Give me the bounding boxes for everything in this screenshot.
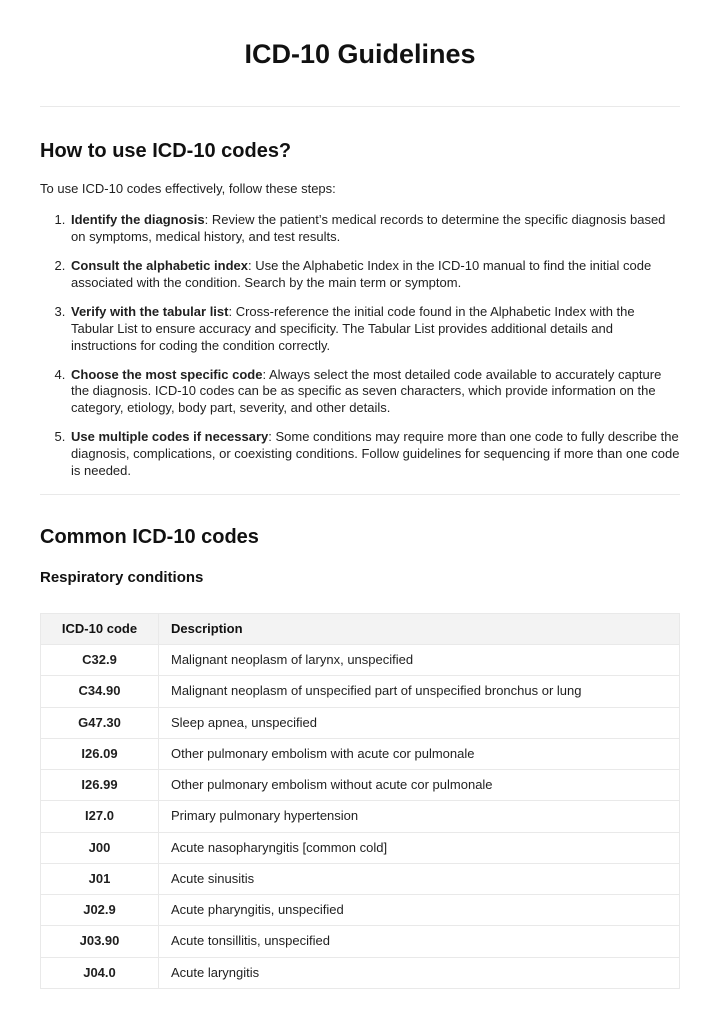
list-item — [69, 212, 680, 246]
step-term: Use multiple codes if necessary — [71, 429, 269, 445]
divider — [40, 106, 680, 107]
icd-codes-table — [40, 613, 680, 989]
steps-list — [40, 212, 680, 480]
page-title: ICD-10 Guidelines — [244, 39, 476, 69]
table-row — [41, 832, 680, 863]
code-cell: J01 — [41, 863, 159, 894]
description-cell: Sleep apnea, unspecified — [159, 707, 680, 738]
table-header — [41, 613, 680, 644]
description-cell: Acute laryngitis — [159, 957, 680, 988]
step-text: : Always select the most detailed code available to accurately capture the diagnosis. ICD-10 codes can be as specific as seven characters, which provide information on the category, etiology, body part, severity, and other details. — [71, 366, 662, 416]
description-cell: Acute sinusitis — [159, 863, 680, 894]
intro-text: To use ICD-10 codes effectively, follow these steps: — [40, 181, 336, 197]
list-item — [69, 258, 680, 292]
step-text: : Cross-reference the initial code found in the Alphabetic Index with the Tabular List to ensure accuracy and specificity. The Tabular List provides additional details and instructions for coding the condition correctly. — [71, 303, 635, 353]
description-cell: Acute nasopharyngitis [common cold] — [159, 832, 680, 863]
step-term: Identify the diagnosis — [71, 212, 205, 228]
list-item — [69, 429, 680, 480]
section-heading-common-codes: Common ICD-10 codes — [40, 525, 259, 548]
code-cell: J00 — [41, 832, 159, 863]
description-cell: Other pulmonary embolism with acute cor pulmonale — [159, 738, 680, 769]
code-cell: J04.0 — [41, 957, 159, 988]
table-row — [41, 863, 680, 894]
code-cell: J02.9 — [41, 895, 159, 926]
list-item — [69, 304, 680, 355]
code-cell: I26.09 — [41, 738, 159, 769]
code-cell: I27.0 — [41, 801, 159, 832]
description-cell: Acute pharyngitis, unspecified — [159, 895, 680, 926]
divider — [40, 494, 680, 495]
table-row — [41, 676, 680, 707]
code-cell: C34.90 — [41, 676, 159, 707]
subsection-heading-respiratory: Respiratory conditions — [40, 568, 204, 586]
table-row — [41, 770, 680, 801]
step-term: Verify with the tabular list — [71, 303, 229, 319]
column-header-description: Description — [159, 613, 680, 644]
list-item — [69, 367, 680, 418]
table-row — [41, 738, 680, 769]
section-heading-how-to-use: How to use ICD-10 codes? — [40, 140, 292, 163]
description-cell: Primary pulmonary hypertension — [159, 801, 680, 832]
column-header-code: ICD-10 code — [41, 613, 159, 644]
description-cell: Malignant neoplasm of unspecified part of unspecified bronchus or lung — [159, 676, 680, 707]
code-cell: I26.99 — [41, 770, 159, 801]
table-row — [41, 801, 680, 832]
step-text: : Use the Alphabetic Index in the ICD-10 manual to find the initial code associated with the condition. Search by the main term or symptom. — [71, 258, 652, 290]
table-row — [41, 645, 680, 676]
step-text: : Review the patient’s medical records to determine the specific diagnosis based on symptoms, medical history, and test results. — [71, 212, 666, 245]
table-row — [41, 895, 680, 926]
table-row — [41, 707, 680, 738]
step-text: : Some conditions may require more than one code to fully describe the diagnosis, complications, or coexisting conditions. Follow guidelines for sequencing if more than one code is needed. — [71, 429, 680, 478]
step-term: Consult the alphabetic index — [71, 258, 248, 274]
table-header-row — [41, 613, 680, 644]
table-row — [41, 926, 680, 957]
description-cell: Malignant neoplasm of larynx, unspecified — [159, 645, 680, 676]
code-cell: C32.9 — [41, 645, 159, 676]
code-cell: G47.30 — [41, 707, 159, 738]
table-body — [41, 645, 680, 989]
step-term: Choose the most specific code — [71, 366, 263, 382]
description-cell: Other pulmonary embolism without acute cor pulmonale — [159, 770, 680, 801]
code-cell: J03.90 — [41, 926, 159, 957]
table-row — [41, 957, 680, 988]
description-cell: Acute tonsillitis, unspecified — [159, 926, 680, 957]
